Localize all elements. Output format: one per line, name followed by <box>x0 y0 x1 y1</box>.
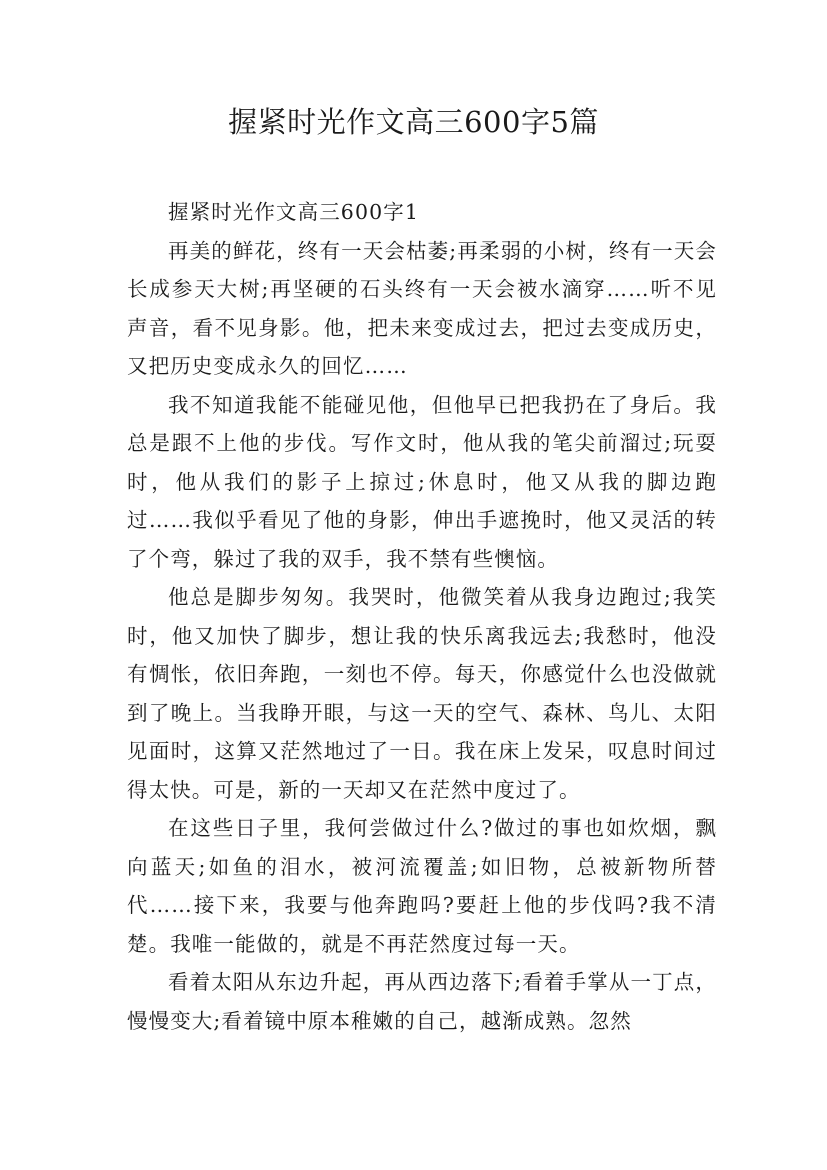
section-heading: 握紧时光作文高三600字1 <box>168 200 419 224</box>
document-title: 握紧时光作文高三600字5篇 <box>228 105 599 139</box>
paragraph: 他总是脚步匆匆。我哭时，他微笑着从我身边跑过;我笑时，他又加快了脚步，想让我的快乐离我远去;我愁时，他没有惆怅，依旧奔跑，一刻也不停。每天，你感觉什么也没做就到了晚上。当我睁开眼，与这一天的空气、森林、鸟儿、太阳见面时，这算又茫然地过了一日。我在床上发呆，叹息时间过得太快。可是，新的一天却又在茫然中度过了。 <box>127 585 717 802</box>
paragraph: 在这些日子里，我何尝做过什么?做过的事也如炊烟，飘向蓝天;如鱼的泪水，被河流覆盖;如旧物，总被新物所替代……接下来，我要与他奔跑吗?要赶上他的步伐吗?我不清楚。我唯一能做的，就是不再茫然度过每一天。 <box>127 816 717 956</box>
paragraph: 我不知道我能不能碰见他，但他早已把我扔在了身后。我总是跟不上他的步伐。写作文时，他从我的笔尖前溜过;玩耍时，他从我们的影子上掠过;休息时，他又从我的脚边跑过……我似乎看见了他的身影，伸出手遮挽时，他又灵活的转了个弯，躲过了我的双手，我不禁有些懊恼。 <box>127 392 717 571</box>
paragraph: 再美的鲜花，终有一天会枯萎;再柔弱的小树，终有一天会长成参天大树;再坚硬的石头终有一天会被水滴穿……听不见声音，看不见身影。他，把未来变成过去，把过去变成历史，又把历史变成永久的回忆…… <box>127 238 717 378</box>
paragraph: 看着太阳从东边升起，再从西边落下;看着手掌从一丁点，慢慢变大;看着镜中原本稚嫩的自己，越渐成熟。忽然 <box>127 970 717 1033</box>
document-body <box>127 193 717 1040</box>
